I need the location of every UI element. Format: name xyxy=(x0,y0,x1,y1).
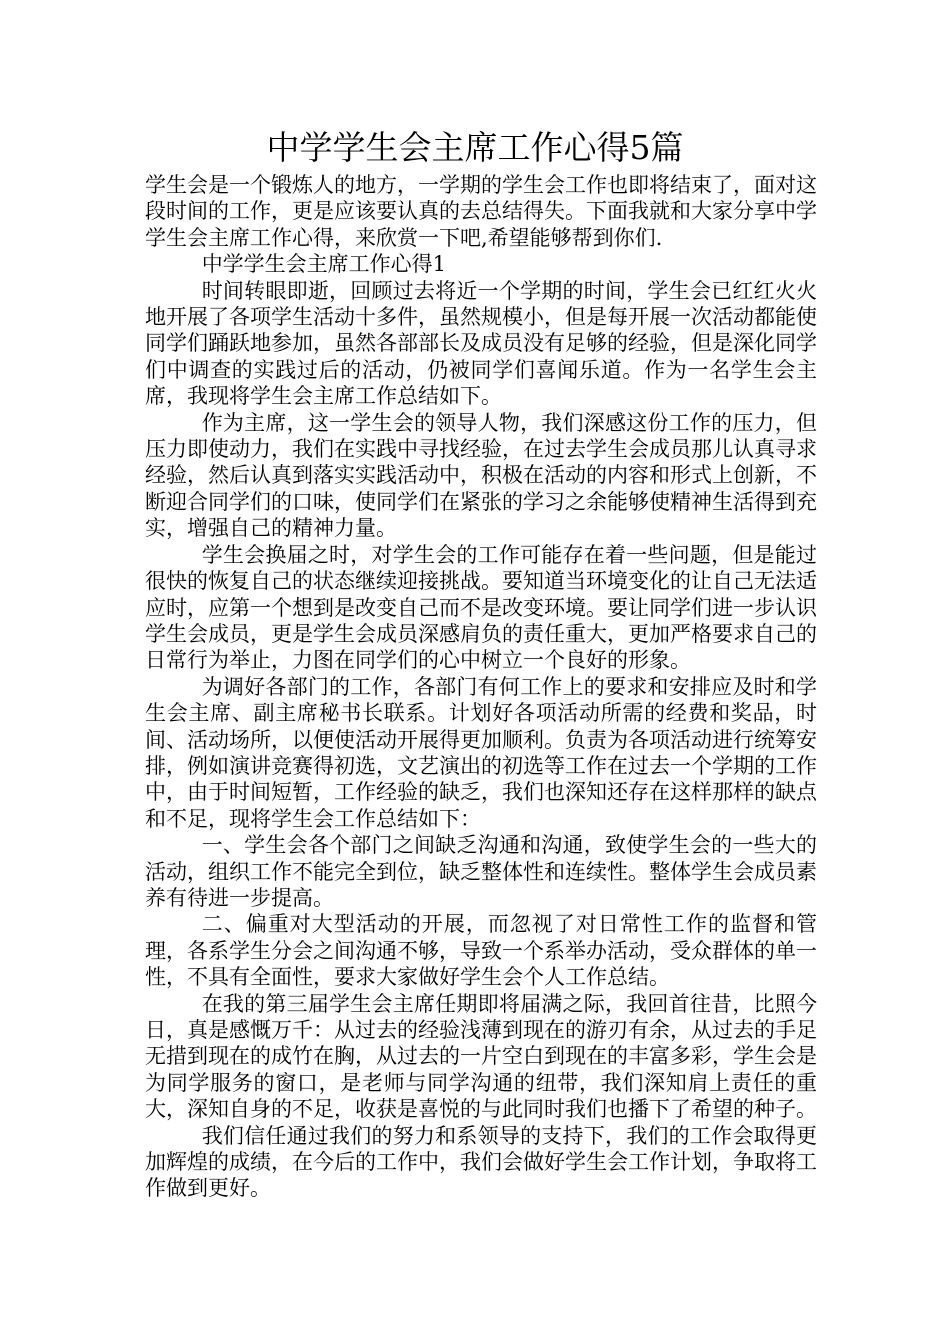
closing-paragraph: 我们信任通过我们的努力和系领导的支持下，我们的工作会取得更加辉煌的成绩，在今后的工作中，我们会做好学生会工作计划，争取将工作做到更好。 xyxy=(145,1123,817,1201)
section-heading: 中学学生会主席工作心得1 xyxy=(201,252,447,277)
body-paragraph: 时间转眼即逝，回顾过去将近一个学期的时间，学生会已红红火火地开展了各项学生活动十多件，虽然规模小，但是每开展一次活动都能使同学们踊跃地参加，虽然各部部长及成员没有足够的经验，但是深化同学们中调查的实践过后的活动，仍被同学们喜闻乐道。作为一名学生会主席，我现将学生会主席工作总结如下。 xyxy=(145,278,817,409)
document-title: 中学学生会主席工作心得5篇 xyxy=(266,128,684,167)
body-paragraph: 学生会换届之时，对学生会的工作可能存在着一些问题，但是能过很快的恢复自己的状态继续迎接挑战。要知道当环境变化的让自己无法适应时，应第一个想到是改变自己而不是改变环境。要让同学们进一步认识学生会成员，更是学生会成员深感肩负的责任重大，更加严格要求自己的日常行为举止，力图在同学们的心中树立一个良好的形象。 xyxy=(145,542,817,673)
body-paragraph: 为调好各部门的工作，各部门有何工作上的要求和安排应及时和学生会主席、副主席秘书长联系。计划好各项活动所需的经费和奖品，时间、活动场所，以便使活动开展得更加顺利。负责为各项活动进行统筹安排，例如演讲竞赛得初选，文艺演出的初选等工作在过去一个学期的工作中，由于时间短暂，工作经验的缺乏，我们也深知还存在这样那样的缺点和不足，现将学生会工作总结如下： xyxy=(145,674,817,831)
body-paragraph: 在我的第三届学生会主席任期即将届满之际，我回首往昔，比照今日，真是感慨万千：从过去的经验浅薄到现在的游刃有余，从过去的手足无措到现在的成竹在胸，从过去的一片空白到现在的丰富多彩，学生会是为同学服务的窗口，是老师与同学沟通的纽带，我们深知肩上责任的重大，深知自身的不足，收获是喜悦的与此同时我们也播下了希望的种子。 xyxy=(145,991,817,1122)
body-paragraph: 二、偏重对大型活动的开展，而忽视了对日常性工作的监督和管理，各系学生分会之间沟通不够，导致一个系举办活动，受众群体的单一性，不具有全面性，要求大家做好学生会个人工作总结。 xyxy=(145,912,817,990)
intro-paragraph: 学生会是一个锻炼人的地方，一学期的学生会工作也即将结束了，面对这段时间的工作，更是应该要认真的去总结得失。下面我就和大家分享中学学生会主席工作心得，来欣赏一下吧,希望能够帮到你们. xyxy=(145,173,817,250)
document-body xyxy=(145,172,817,1202)
body-paragraph: 一、学生会各个部门之间缺乏沟通和沟通，致使学生会的一些大的活动，组织工作不能完全到位，缺乏整体性和连续性。整体学生会成员素养有待进一步提高。 xyxy=(145,833,817,910)
body-paragraph: 作为主席，这一学生会的领导人物，我们深感这份工作的压力，但压力即使动力，我们在实践中寻找经验，在过去学生会成员那儿认真寻求经验，然后认真到落实实践活动中，积极在活动的内容和形式上创新，不断迎合同学们的口味，使同学们在紧张的学习之余能够使精神生活得到充实，增强自己的精神力量。 xyxy=(145,410,817,541)
